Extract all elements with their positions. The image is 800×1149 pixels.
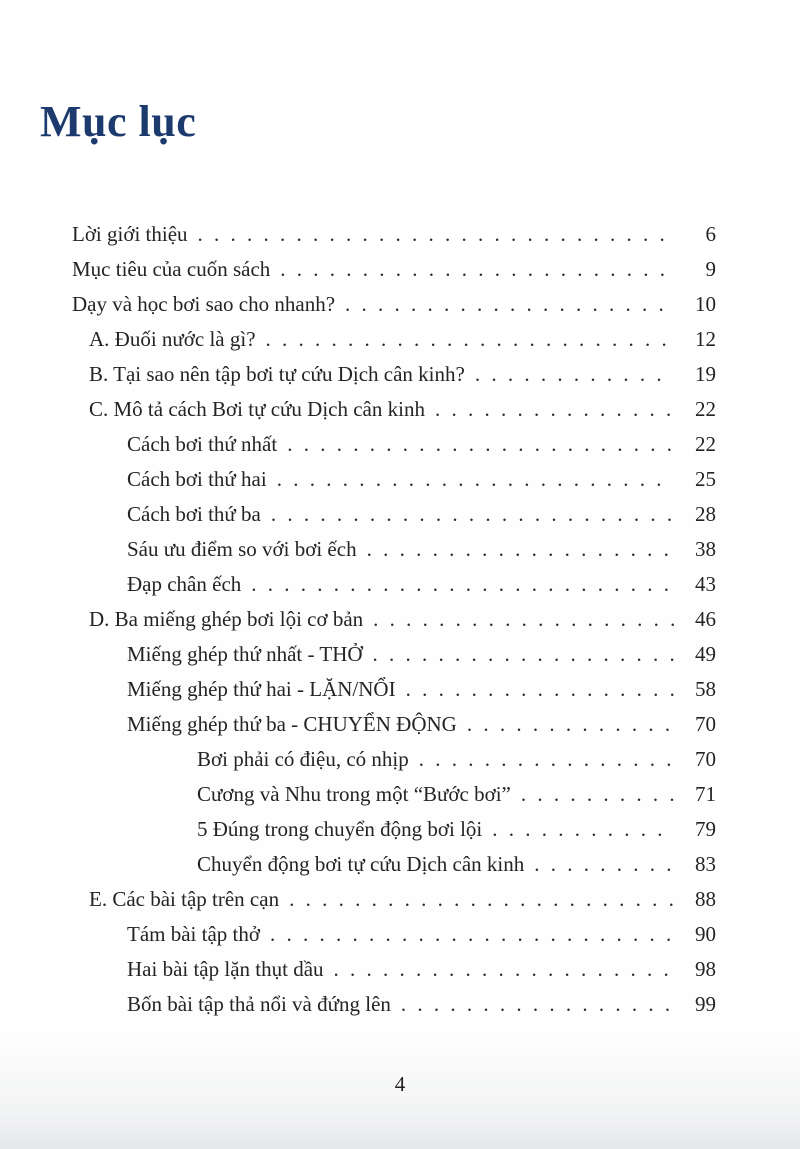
toc-entry-label: Hai bài tập lặn thụt dầu [127,956,324,981]
toc-entry-page: 22 [695,396,716,421]
dot-leader [373,637,674,672]
toc-entry-label: Chuyển động bơi tự cứu Dịch cân kinh [197,851,525,876]
toc-entry-page: 9 [705,256,716,281]
dot-leader [492,812,674,847]
toc-entry [72,322,716,357]
toc-entry-page: 38 [695,536,716,561]
toc-entry-label: Miếng ghép thứ hai - LẶN/NỔI [127,676,396,701]
toc-entry-page: 98 [695,956,716,981]
toc-entry [72,497,716,532]
dot-leader [435,392,674,427]
toc-entry-label: 5 Đúng trong chuyển động bơi lội [197,816,483,841]
toc-entry-page: 10 [695,291,716,316]
toc-entry-page: 19 [695,361,716,386]
dot-leader [406,672,674,707]
toc-entry [72,672,716,707]
toc-entry [72,952,716,987]
toc-entry-page: 79 [695,816,716,841]
dot-leader [198,217,674,252]
toc-entry [72,707,716,742]
toc-entry-label: B. Tại sao nên tập bơi tự cứu Dịch cân kinh? [89,361,465,386]
toc-entry-page: 49 [695,641,716,666]
toc-entry-label: Bốn bài tập thả nổi và đứng lên [127,991,391,1016]
toc-entry [72,567,716,602]
toc-entry [72,532,716,567]
toc-entry [72,287,716,322]
toc-entry-page: 90 [695,921,716,946]
toc-entry-page: 70 [695,746,716,771]
toc-entry [72,357,716,392]
toc-entry-label: Cách bơi thứ ba [127,501,261,526]
toc-entry [72,637,716,672]
toc-entry-page: 25 [695,466,716,491]
toc-entry [72,987,716,1022]
toc-entry-page: 83 [695,851,716,876]
toc-entry-page: 58 [695,676,716,701]
dot-leader [373,602,674,637]
toc-entry-page: 43 [695,571,716,596]
dot-leader [280,252,674,287]
toc-entry [72,917,716,952]
dot-leader [345,287,674,322]
toc-entry-page: 99 [695,991,716,1016]
dot-leader [521,777,674,812]
toc-entry-label: Bơi phải có điệu, có nhịp [197,746,409,771]
dot-leader [270,917,674,952]
toc-list [0,217,800,1022]
toc-entry-label: Đạp chân ếch [127,571,242,596]
toc-entry [72,462,716,497]
toc-entry [72,217,716,252]
dot-leader [467,707,674,742]
page-title: Mục lục [40,97,197,146]
toc-entry-label: Dạy và học bơi sao cho nhanh? [72,291,336,316]
dot-leader [334,952,674,987]
toc-entry-label: C. Mô tả cách Bơi tự cứu Dịch cân kinh [89,396,425,421]
dot-leader [251,567,674,602]
toc-entry-label: A. Đuối nước là gì? [89,326,256,351]
toc-entry [72,392,716,427]
dot-leader [289,882,674,917]
dot-leader [287,427,674,462]
toc-entry-page: 46 [695,606,716,631]
toc-entry [72,882,716,917]
toc-entry-page: 28 [695,501,716,526]
dot-leader [277,462,674,497]
toc-entry [72,742,716,777]
dot-leader [401,987,674,1022]
toc-entry-page: 22 [695,431,716,456]
toc-entry [72,812,716,847]
dot-leader [419,742,674,777]
toc-entry-label: Cách bơi thứ nhất [127,431,278,456]
toc-entry-label: Mục tiêu của cuốn sách [72,256,271,281]
footer-page-number: 4 [394,1072,406,1096]
toc-entry [72,252,716,287]
toc-entry [72,427,716,462]
toc-entry-label: Miếng ghép thứ nhất - THỞ [127,641,363,666]
toc-entry-page: 12 [695,326,716,351]
toc-entry-label: Cách bơi thứ hai [127,466,267,491]
toc-entry [72,777,716,812]
toc-entry-page: 88 [695,886,716,911]
toc-entry-label: E. Các bài tập trên cạn [89,886,280,911]
dot-leader [367,532,674,567]
toc-entry-label: Sáu ưu điểm so với bơi ếch [127,536,357,561]
dot-leader [266,322,674,357]
toc-entry [72,847,716,882]
toc-entry [72,602,716,637]
toc-entry-page: 71 [695,781,716,806]
toc-entry-label: Lời giới thiệu [72,221,188,246]
dot-leader [475,357,674,392]
toc-entry-label: D. Ba miếng ghép bơi lội cơ bản [89,606,364,631]
toc-entry-label: Tám bài tập thở [127,921,260,946]
toc-entry-label: Miếng ghép thứ ba - CHUYỂN ĐỘNG [127,711,457,736]
toc-entry-page: 70 [695,711,716,736]
toc-entry-page: 6 [705,221,716,246]
dot-leader [271,497,674,532]
toc-entry-label: Cương và Nhu trong một “Bước bơi” [197,781,511,806]
dot-leader [534,847,674,882]
